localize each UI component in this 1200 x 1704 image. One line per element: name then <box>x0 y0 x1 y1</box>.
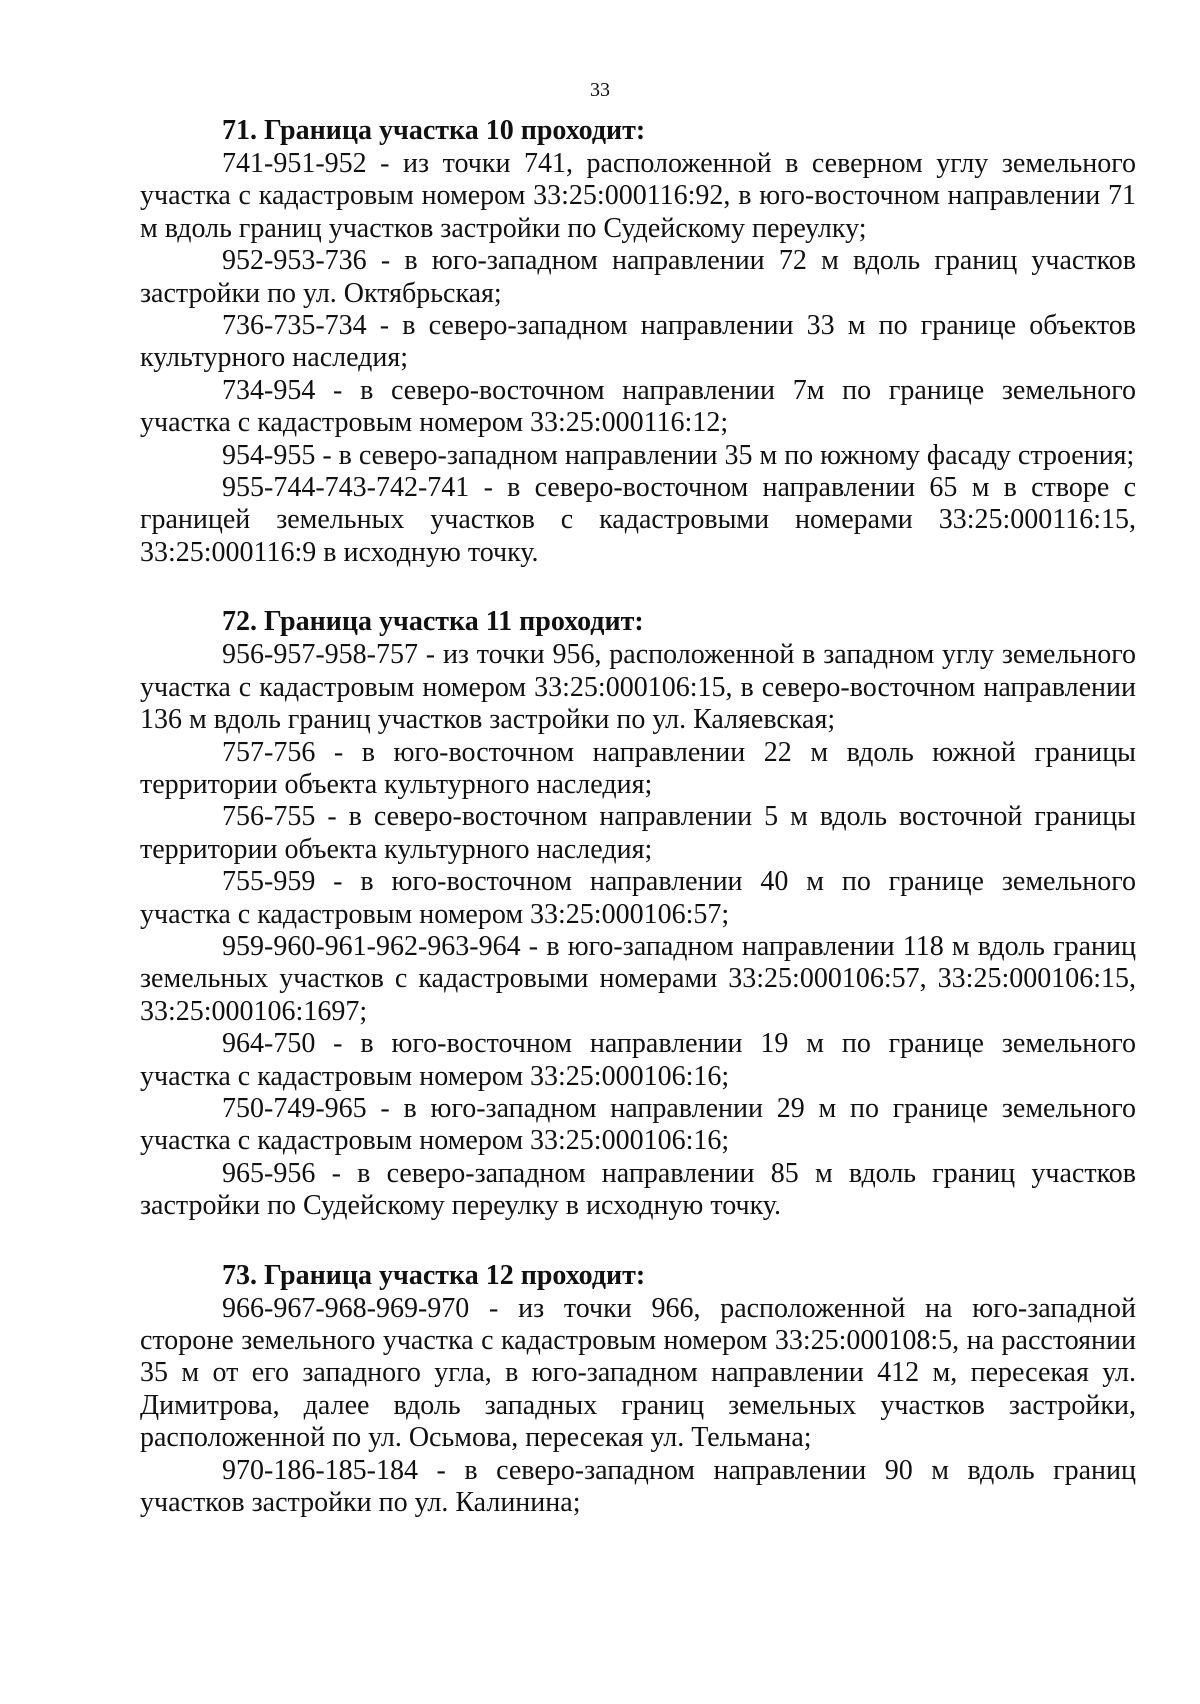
section-72 <box>140 605 1136 1222</box>
paragraph: 952-953-736 - в юго-западном направлении 72 м вдоль границ участков застройки по ул. Октябрьская; <box>140 245 1136 309</box>
section-heading: 71. Граница участка 10 проходит: <box>222 115 646 146</box>
paragraph: 736-735-734 - в северо-западном направлении 33 м по границе объектов культурного наследия; <box>140 310 1136 374</box>
page-number: 33 <box>590 79 610 101</box>
paragraph: 741-951-952 - из точки 741, расположенной в северном углу земельного участка с кадастровым номером 33:25:000116:92, в юго-восточном направлении 71 м вдоль границ участков застройки по Судейскому переулку; <box>140 148 1136 244</box>
paragraph: 954-955 - в северо-западном направлении 35 м по южному фасаду строения; <box>222 439 1135 471</box>
section-73 <box>140 1259 1136 1520</box>
section-71 <box>140 114 1136 569</box>
paragraph: 757-756 - в юго-восточном направлении 22 м вдоль южной границы территории объекта культурного наследия; <box>140 736 1136 800</box>
paragraph: 956-957-958-757 - из точки 956, расположенной в западном углу земельного участка с кадастровым номером 33:25:000106:15, в северо-восточном направлении 136 м вдоль границ участков застройки по ул. Каляевская; <box>140 639 1136 736</box>
paragraph: 959-960-961-962-963-964 - в юго-западном направлении 118 м вдоль границ земельных участков с кадастровыми номерами 33:25:000106:57, 33:25:000106:15, 33:25:000106:1697; <box>140 930 1136 1027</box>
paragraph: 964-750 - в юго-восточном направлении 19 м по границе земельного участка с кадастровым номером 33:25:000106:16; <box>140 1028 1136 1092</box>
paragraph: 955-744-743-742-741 - в северо-восточном направлении 65 м в створе с границей земельных участков с кадастровыми номерами 33:25:000116:15, 33:25:000116:9 в исходную точку. <box>140 472 1136 568</box>
paragraph: 734-954 - в северо-восточном направлении 7м по границе земельного участка с кадастровым номером 33:25:000116:12; <box>140 374 1136 439</box>
paragraph: 966-967-968-969-970 - из точки 966, расположенной на юго-западной стороне земельного участка с кадастровым номером 33:25:000108:5, на расстоянии 35 м от его западного угла, в юго-западном направлении 412 м, пересекая ул. Димитрова, далее вдоль западных границ земельных участков застройки, расположенной по ул. Осьмова, пересекая ул. Тельмана; <box>140 1292 1136 1454</box>
paragraph: 750-749-965 - в юго-западном направлении 29 м по границе земельного участка с кадастровым номером 33:25:000106:16; <box>140 1092 1136 1157</box>
document-body <box>140 114 1136 1519</box>
paragraph: 756-755 - в северо-восточном направлении 5 м вдоль восточной границы территории объекта культурного наследия; <box>140 801 1136 865</box>
paragraph: 970-186-185-184 - в северо-западном направлении 90 м вдоль границ участков застройки по ул. Калинина; <box>140 1454 1136 1519</box>
section-heading: 73. Граница участка 12 проходит: <box>222 1259 646 1291</box>
paragraph: 965-956 - в северо-западном направлении 85 м вдоль границ участков застройки по Судейскому переулку в исходную точку. <box>140 1157 1136 1222</box>
paragraph: 755-959 - в юго-восточном направлении 40 м по границе земельного участка с кадастровым номером 33:25:000106:57; <box>140 866 1136 930</box>
section-heading: 72. Граница участка 11 проходит: <box>222 606 644 638</box>
